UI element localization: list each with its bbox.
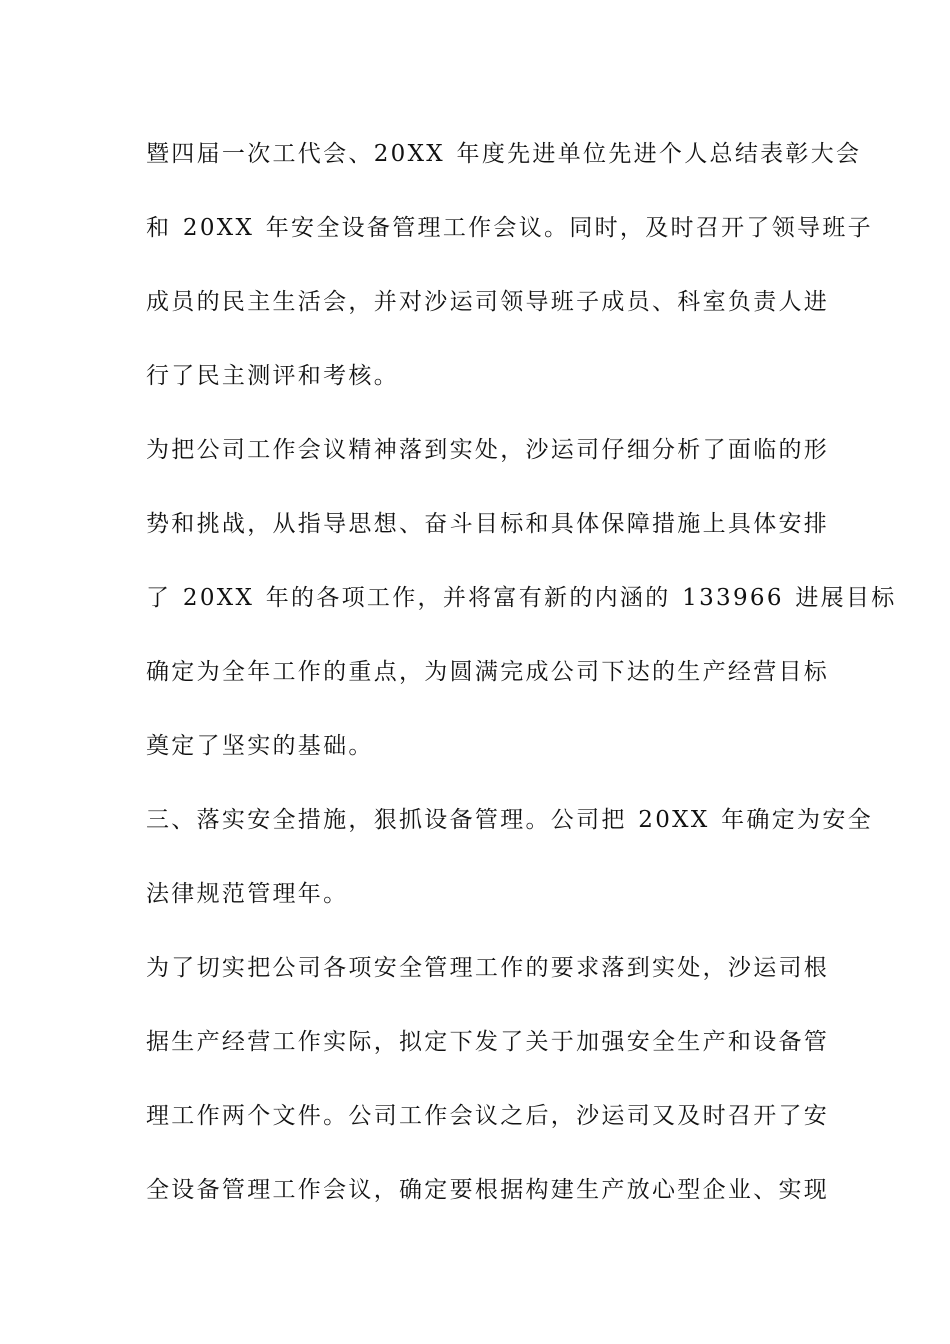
- text-line: 法律规范管理年。: [146, 881, 349, 907]
- text-line: 奠定了坚实的基础。: [146, 733, 374, 759]
- text-line: 行了民主测评和考核。: [146, 363, 399, 389]
- text-line: 为把公司工作会议精神落到实处，沙运司仔细分析了面临的形: [146, 437, 830, 463]
- text-line: 暨四届一次工代会、20XX 年度先进单位先进个人总结表彰大会: [146, 141, 862, 167]
- text-line: 确定为全年工作的重点，为圆满完成公司下达的生产经营目标: [146, 659, 830, 685]
- text-line: 成员的民主生活会，并对沙运司领导班子成员、科室负责人进: [146, 289, 830, 315]
- text-line: 理工作两个文件。公司工作会议之后，沙运司又及时召开了安: [146, 1103, 830, 1129]
- text-line: 为了切实把公司各项安全管理工作的要求落到实处，沙运司根: [146, 955, 830, 981]
- text-line: 全设备管理工作会议，确定要根据构建生产放心型企业、实现: [146, 1177, 830, 1203]
- text-line: 三、落实安全措施，狠抓设备管理。公司把 20XX 年确定为安全: [146, 807, 873, 833]
- text-line: 势和挑战，从指导思想、奋斗目标和具体保障措施上具体安排: [146, 511, 830, 537]
- document-body: [146, 126, 897, 1236]
- text-line: 和 20XX 年安全设备管理工作会议。同时，及时召开了领导班子: [146, 215, 873, 241]
- text-line: 了 20XX 年的各项工作，并将富有新的内涵的 133966 进展目标: [146, 585, 897, 611]
- text-line: 据生产经营工作实际，拟定下发了关于加强安全生产和设备管: [146, 1029, 830, 1055]
